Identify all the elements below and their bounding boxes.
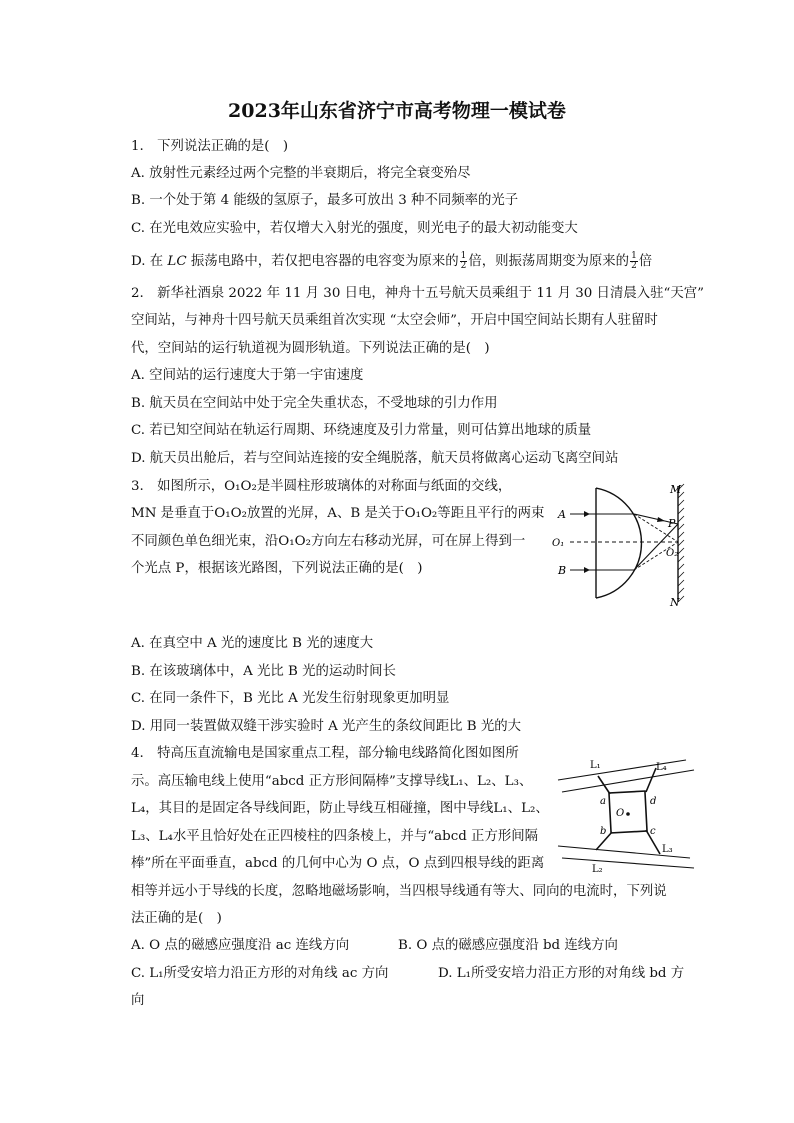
q3-line-1: 3. 如图所示，O₁O₂是半圆柱形玻璃体的对称面与纸面的交线， — [131, 479, 512, 494]
q3-option-c: C. 在同一条件下，B 光比 A 光发生衍射现象更加明显 — [131, 691, 450, 706]
q1-stem: 1. 下列说法正确的是( ) — [131, 139, 289, 154]
q4-line-2: 示。高压输电线上使用“abcd 正方形间隔棒”支撑导线L₁、L₂、L₃、 — [131, 774, 533, 789]
q3-option-d: D. 用同一装置做双缝干涉实验时 A 光产生的条纹间距比 B 光的大 — [131, 719, 522, 734]
q4-option-c: C. L₁所受安培力沿正方形的对角线 ac 方向 — [131, 966, 389, 981]
label-M: M — [670, 483, 682, 496]
q4-option-a: A. O 点的磁感应强度沿 ac 连线方向 — [131, 938, 350, 953]
label-B: B — [558, 564, 567, 577]
q4-option-b: B. O 点的磁感应强度沿 bd 连线方向 — [398, 938, 618, 953]
q3-option-a: A. 在真空中 A 光的速度比 B 光的速度大 — [131, 636, 374, 651]
q2-line-1: 2. 新华社酒泉 2022 年 11 月 30 日电，神舟十五号航天员乘组于 11 月 30 日清晨入驻“天宫” — [131, 286, 704, 301]
q4-line-1: 4. 特高压直流输电是国家重点工程，部分输电线路简化图如图所 — [131, 746, 519, 761]
q1-d-text-4: 倍 — [638, 254, 653, 269]
q1-d-lc: LC — [167, 254, 187, 269]
q3-line-4: 个光点 P，根据该光路图，下列说法正确的是( ) — [131, 561, 423, 576]
q4-line-7: 法正确的是( ) — [131, 911, 222, 926]
q4-spacer-figure — [556, 754, 696, 874]
q2-option-d: D. 航天员出舱后，若与空间站连接的安全绳脱落，航天员将做离心运动飞离空间站 — [131, 451, 619, 466]
q4-line-6: 相等并远小于导线的长度，忽略地磁场影响，当四根导线通有等大、同向的电流时，下列说 — [131, 884, 667, 899]
label-O1: O₁ — [552, 538, 565, 549]
page-title: 2023年山东省济宁市高考物理一模试卷 — [228, 100, 566, 122]
label-A: A — [558, 508, 566, 521]
q3-line-2: MN 是垂直于O₁O₂放置的光屏，A、B 是关于O₁O₂等距且平行的两束 — [131, 506, 545, 521]
label-d: d — [650, 796, 657, 807]
label-N: N — [670, 596, 680, 609]
q3-line-3: 不同颜色单色细光束，沿O₁O₂方向左右移动光屏，可在屏上得到一 — [131, 534, 526, 549]
label-P: P — [668, 517, 676, 530]
q4-line-3: L₄，其目的是固定各导线间距，防止导线互相碰撞，图中导线L₁、L₂、 — [131, 801, 549, 816]
q1-option-a: A. 放射性元素经过两个完整的半衰期后，将完全衰变殆尽 — [131, 166, 471, 181]
q4-option-d-wrap: 向 — [131, 993, 145, 1008]
label-a: a — [600, 796, 606, 807]
q4-line-4: L₃、L₄水平且恰好处在正四棱柱的四条棱上，并与“abcd 正方形间隔 — [131, 829, 539, 844]
q4-line-5: 棒”所在平面垂直，abcd 的几何中心为 O 点，O 点到四根导线的距离 — [131, 856, 545, 871]
label-O: O — [616, 808, 625, 819]
label-L1: L₁ — [590, 760, 601, 771]
fraction-half: $\frac{1}{2}$ — [460, 251, 467, 271]
q1-option-c: C. 在光电效应实验中，若仅增大入射光的强度，则光电子的最大初动能变大 — [131, 221, 578, 236]
label-c: c — [650, 826, 656, 837]
q2-option-b: B. 航天员在空间站中处于完全失重状态，不受地球的引力作用 — [131, 396, 498, 411]
q3-option-b: B. 在该玻璃体中，A 光比 B 光的运动时间长 — [131, 664, 396, 679]
label-b: b — [600, 826, 607, 837]
q2-line-3: 代，空间站的运行轨道视为圆形轨道。下列说法正确的是( ) — [131, 341, 490, 356]
q2-option-c: C. 若已知空间站在轨运行周期、环绕速度及引力常量，则可估算出地球的质量 — [131, 423, 592, 438]
label-L2: L₂ — [592, 864, 603, 874]
q2-line-2: 空间站，与神舟十四号航天员乘组首次实现 “太空会师”，开启中国空间站长期有人驻留时 — [131, 313, 658, 328]
q3-optics-figure — [548, 480, 700, 610]
q1-option-b: B. 一个处于第 4 能级的氢原子，最多可放出 3 种不同频率的光子 — [131, 193, 519, 208]
label-L4: L₄ — [656, 762, 667, 773]
label-O2: O₂ — [666, 548, 679, 559]
q2-option-a: A. 空间站的运行速度大于第一宇宙速度 — [131, 368, 364, 383]
fraction-half-2: $\frac{1}{2}$ — [631, 251, 637, 271]
q1-d-text-2: 振荡电路中，若仅把电容器的电容变为原来的 — [186, 254, 459, 269]
q1-d-text-1: D. 在 — [131, 254, 168, 269]
q4-option-d: D. L₁所受安培力沿正方形的对角线 bd 方 — [438, 966, 685, 981]
label-L3: L₃ — [662, 844, 673, 855]
q1-d-text-3: 倍，则振荡周期变为原来的 — [468, 254, 630, 269]
q1-option-d — [131, 252, 652, 271]
